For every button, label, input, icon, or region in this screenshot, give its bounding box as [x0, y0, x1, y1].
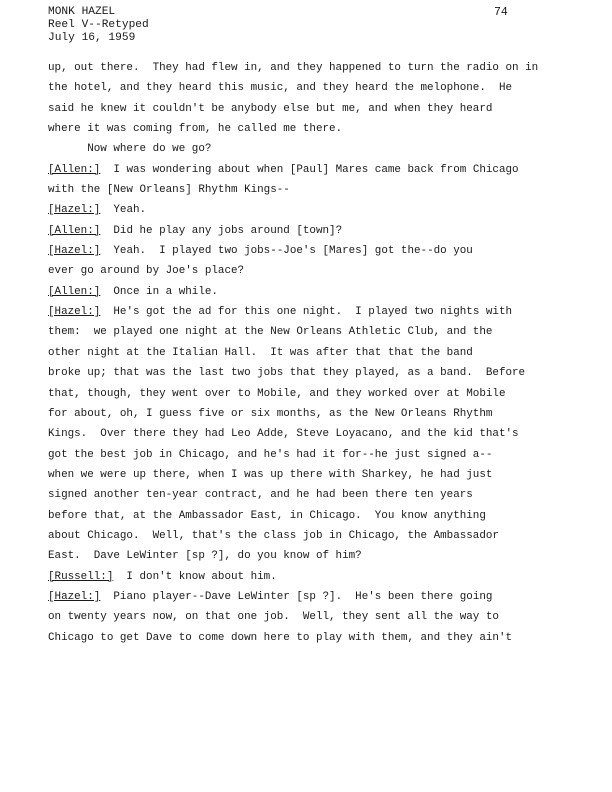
- transcript-line: [48, 485, 568, 505]
- line-text: Yeah. I played two jobs--Joe's [Mares] got the--do you: [100, 245, 473, 258]
- transcript-line: [48, 343, 568, 363]
- line-text: Did he play any jobs around [town]?: [100, 224, 343, 237]
- line-text: with the [New Orleans] Rhythm Kings--: [48, 184, 290, 197]
- line-text: got the best job in Chicago, and he's had it for--he just signed a--: [48, 448, 493, 461]
- line-text: Chicago to get Dave to come down here to play with them, and they ain't: [48, 631, 513, 644]
- transcript-line: [48, 99, 568, 119]
- header-name: MONK HAZEL: [48, 6, 116, 18]
- line-text: He's got the ad for this one night. I played two nights with: [100, 306, 513, 319]
- speaker-label: [Allen:]: [48, 285, 101, 298]
- transcript-line: [48, 302, 568, 322]
- transcript-line: [48, 526, 568, 546]
- line-text: Piano player--Dave LeWinter [sp ?]. He's been there going: [100, 590, 493, 603]
- header-date: July 16, 1959: [48, 32, 136, 44]
- line-text: I don't know about him.: [113, 570, 277, 583]
- speaker-label: [Russell:]: [48, 570, 114, 583]
- speaker-label: [Hazel:]: [48, 306, 101, 319]
- transcript-line: [48, 241, 568, 261]
- line-text: Once in a while.: [100, 285, 218, 298]
- line-text: that, though, they went over to Mobile, and they worked over at Mobile: [48, 387, 506, 400]
- page-number: 74: [494, 6, 508, 19]
- transcript-line: [48, 506, 568, 526]
- speaker-label: [Allen:]: [48, 163, 101, 176]
- transcript-line: [48, 546, 568, 566]
- transcript-line: [48, 567, 568, 587]
- transcript-line: [48, 445, 568, 465]
- transcript-line: [48, 282, 568, 302]
- line-text: ever go around by Joe's place?: [48, 265, 245, 278]
- line-text: the hotel, and they heard this music, and they heard the melophone. He: [48, 82, 513, 95]
- transcript-line: [48, 628, 568, 648]
- transcript-line: [48, 261, 568, 281]
- transcript-line: [48, 221, 568, 241]
- transcript-line: [48, 78, 568, 98]
- transcript-line: [48, 404, 568, 424]
- transcript-line: [48, 465, 568, 485]
- transcript-line: [48, 139, 568, 159]
- line-text: Yeah.: [100, 204, 147, 217]
- transcript-line: [48, 363, 568, 383]
- line-text: for about, oh, I guess five or six months, as the New Orleans Rhythm: [48, 407, 493, 420]
- line-text: up, out there. They had flew in, and they happened to turn the radio on in: [48, 62, 539, 74]
- transcript-line: [48, 607, 568, 627]
- header-reel: Reel V--Retyped: [48, 19, 149, 31]
- line-text: Now where do we go?: [48, 143, 212, 156]
- line-text: them: we played one night at the New Orleans Athletic Club, and the: [48, 326, 493, 339]
- speaker-label: [Hazel:]: [48, 245, 101, 258]
- line-text: Kings. Over there they had Leo Adde, Steve Loyacano, and the kid that's: [48, 428, 519, 441]
- line-text: about Chicago. Well, that's the class job in Chicago, the Ambassador: [48, 529, 499, 542]
- speaker-label: [Hazel:]: [48, 590, 101, 603]
- line-text: East. Dave LeWinter [sp ?], do you know of him?: [48, 550, 362, 563]
- line-text: other night at the Italian Hall. It was after that that the band: [48, 346, 473, 359]
- transcript-line: [48, 384, 568, 404]
- transcript-line: [48, 200, 568, 220]
- line-text: on twenty years now, on that one job. Well, they sent all the way to: [48, 611, 499, 624]
- transcript-line: [48, 119, 568, 139]
- transcript-line: [48, 424, 568, 444]
- transcript-line: [48, 180, 568, 200]
- line-text: when we were up there, when I was up there with Sharkey, he had just: [48, 468, 493, 481]
- line-text: I was wondering about when [Paul] Mares came back from Chicago: [100, 163, 519, 176]
- transcript-line: [48, 160, 568, 180]
- line-text: broke up; that was the last two jobs that they played, as a band. Before: [48, 367, 526, 380]
- transcript-line: [48, 587, 568, 607]
- line-text: before that, at the Ambassador East, in Chicago. You know anything: [48, 509, 486, 522]
- line-text: said he knew it couldn't be anybody else but me, and when they heard: [48, 102, 493, 115]
- line-text: where it was coming from, he called me there.: [48, 123, 343, 136]
- speaker-label: [Hazel:]: [48, 204, 101, 217]
- transcript-line: [48, 58, 568, 78]
- transcript-line: [48, 322, 568, 342]
- page-header: [48, 6, 149, 45]
- line-text: signed another ten-year contract, and he had been there ten years: [48, 489, 473, 502]
- transcript-body: [48, 58, 568, 648]
- speaker-label: [Allen:]: [48, 224, 101, 237]
